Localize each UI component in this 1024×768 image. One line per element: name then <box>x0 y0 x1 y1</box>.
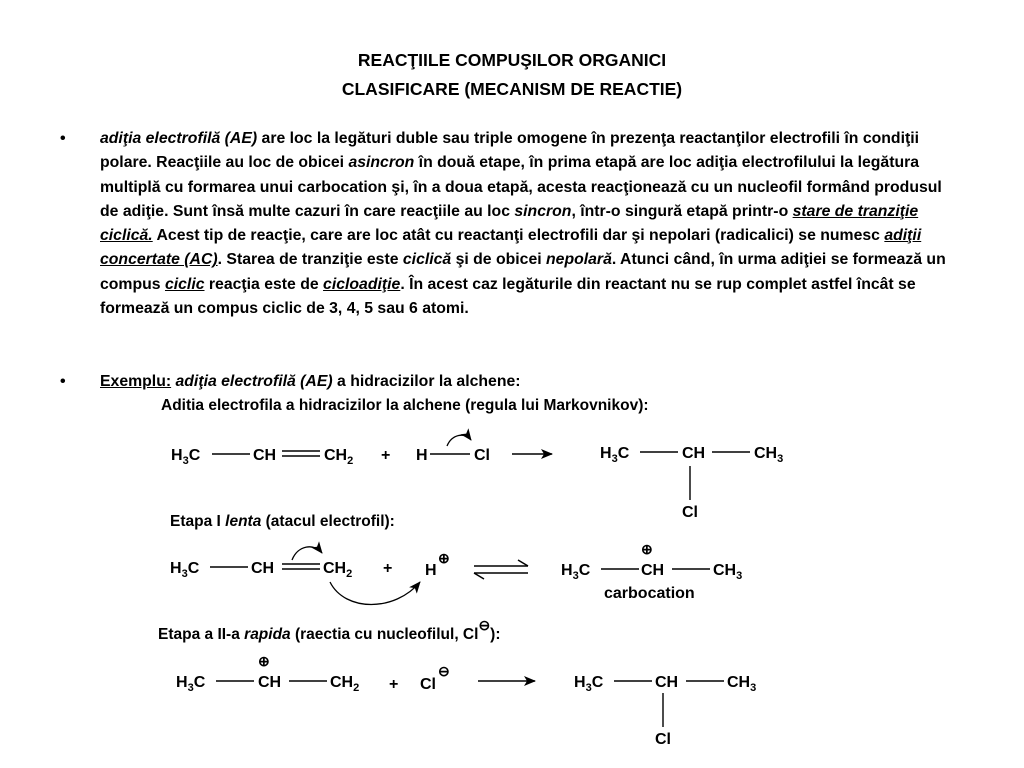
overall-reaction <box>171 435 783 521</box>
s1-plus: + <box>383 560 393 577</box>
reactant-ch: CH <box>253 447 277 464</box>
bullet-1: • <box>60 130 66 147</box>
reagent-h: H <box>416 447 428 464</box>
s2-product-ch: CH <box>655 674 679 691</box>
minus-charge-icon: ⊖ <box>438 663 450 679</box>
step-1-reaction <box>170 541 742 605</box>
reactant-h3c: $H_3C$ <box>171 447 201 467</box>
term-ciclica: ciclică <box>402 251 452 269</box>
s1-ch: CH <box>251 560 275 577</box>
term-ciclic: ciclic <box>164 275 205 293</box>
attack-arrow <box>330 582 420 605</box>
page-title-line-1: REACŢIILE COMPUŞILOR ORGANICI <box>357 50 667 70</box>
paragraph-electrophilic-addition: adiţia electrofilă (AE) are loc la legături duble sau triple omogene în prezenţa reactanţilor electrofili în condiţii polare. Reacţiile au loc de obicei asincron în două etape, în prima etapă are loc adiţia electrofilului la legătura multiplă cu formarea unui carbocation şi, în a doua etapă, acesta reacţionează cu un nucleofil formând produsul de adiţie. Sunt însă multe cazuri în care reacţiile au loc sincron, într-o singură etapă printr-o stare de tranziţie ciclică. Acest tip de reacţie, care are loc atât cu reactanţi electrofili dar şi nepolari (radicalici) se numesc adiţii concertate (AC). Starea de tranziţie este ciclică şi de obicei nepolară. Atunci când, în urma adiţiei se formează un compus ciclic reacţia este de cicloadiţie. În acest caz legăturile din reactant nu se rup complet astfel încât se formează un compus ciclic de 3, 4, 5 sau 6 atomi. <box>100 130 946 318</box>
carbocation-label: carbocation <box>604 585 695 602</box>
term-nepolara: nepolară <box>546 251 612 269</box>
pi-electron-arrow <box>292 547 322 560</box>
product-ch3: $CH_3$ <box>754 445 784 465</box>
s2-product-ch3: $CH_3$ <box>727 674 757 694</box>
paragraph-example: Exemplu: adiţia electrofilă (AE) a hidracizilor la alchene: <box>100 373 521 390</box>
product-cl: Cl <box>682 504 698 521</box>
s2-h3c: $H_3C$ <box>176 674 206 694</box>
s1-product-ch3: $CH_3$ <box>713 562 743 582</box>
term-ae: adiţia electrofilă (AE) <box>100 130 258 147</box>
step-2-reaction <box>176 653 756 748</box>
product-ch: CH <box>682 445 706 462</box>
step-1-label: Etapa I lenta (atacul electrofil): <box>170 513 395 530</box>
plus-charge-icon: ⊕ <box>258 653 270 669</box>
s1-product-ch: CH <box>641 562 665 579</box>
term-cicloaditie: cicloadiţie <box>323 275 401 293</box>
s1-proton: H <box>425 562 437 579</box>
s2-chloride: Cl <box>420 676 436 693</box>
page-title-line-2: CLASIFICARE (MECANISM DE REACTIE) <box>341 79 683 99</box>
product-h3c: $H_3C$ <box>600 445 630 465</box>
reactant-ch2: $CH_2$ <box>324 447 354 467</box>
s2-plus: + <box>389 676 399 693</box>
s2-product-cl: Cl <box>655 731 671 748</box>
s2-ch2: $CH_2$ <box>330 674 360 694</box>
electron-shift-arrow <box>447 435 471 446</box>
s1-h3c: $H_3C$ <box>170 560 200 580</box>
term-stare-tranzitie: stare de tranziţie ciclică. <box>100 202 919 245</box>
label-exemplu: Exemplu: <box>100 373 172 390</box>
scheme-subtitle: Aditia electrofila a hidracizilor la alchene (regula lui Markovnikov): <box>161 397 649 414</box>
term-sincron: sincron <box>514 202 572 220</box>
plus-sign: + <box>381 447 391 464</box>
step-2-label: Etapa a II-a rapida (raectia cu nucleofilul, Cl⊖): <box>158 617 501 643</box>
minus-charge-icon: ⊖ <box>478 617 491 633</box>
bullet-2: • <box>60 373 66 390</box>
s1-ch2: $CH_2$ <box>323 560 353 580</box>
s1-product-h3c: $H_3C$ <box>561 562 591 582</box>
plus-charge-icon: ⊕ <box>438 550 450 566</box>
s2-ch: CH <box>258 674 282 691</box>
term-ae-example: adiţia electrofilă (AE) <box>175 373 333 390</box>
term-aditii-concertate: adiţii concertate (AC) <box>100 227 922 269</box>
s2-product-h3c: $H_3C$ <box>574 674 604 694</box>
equilibrium-arrows <box>474 560 528 579</box>
reagent-cl: Cl <box>474 447 490 464</box>
plus-charge-icon: ⊕ <box>641 541 653 557</box>
term-asincron: asincron <box>348 154 415 172</box>
